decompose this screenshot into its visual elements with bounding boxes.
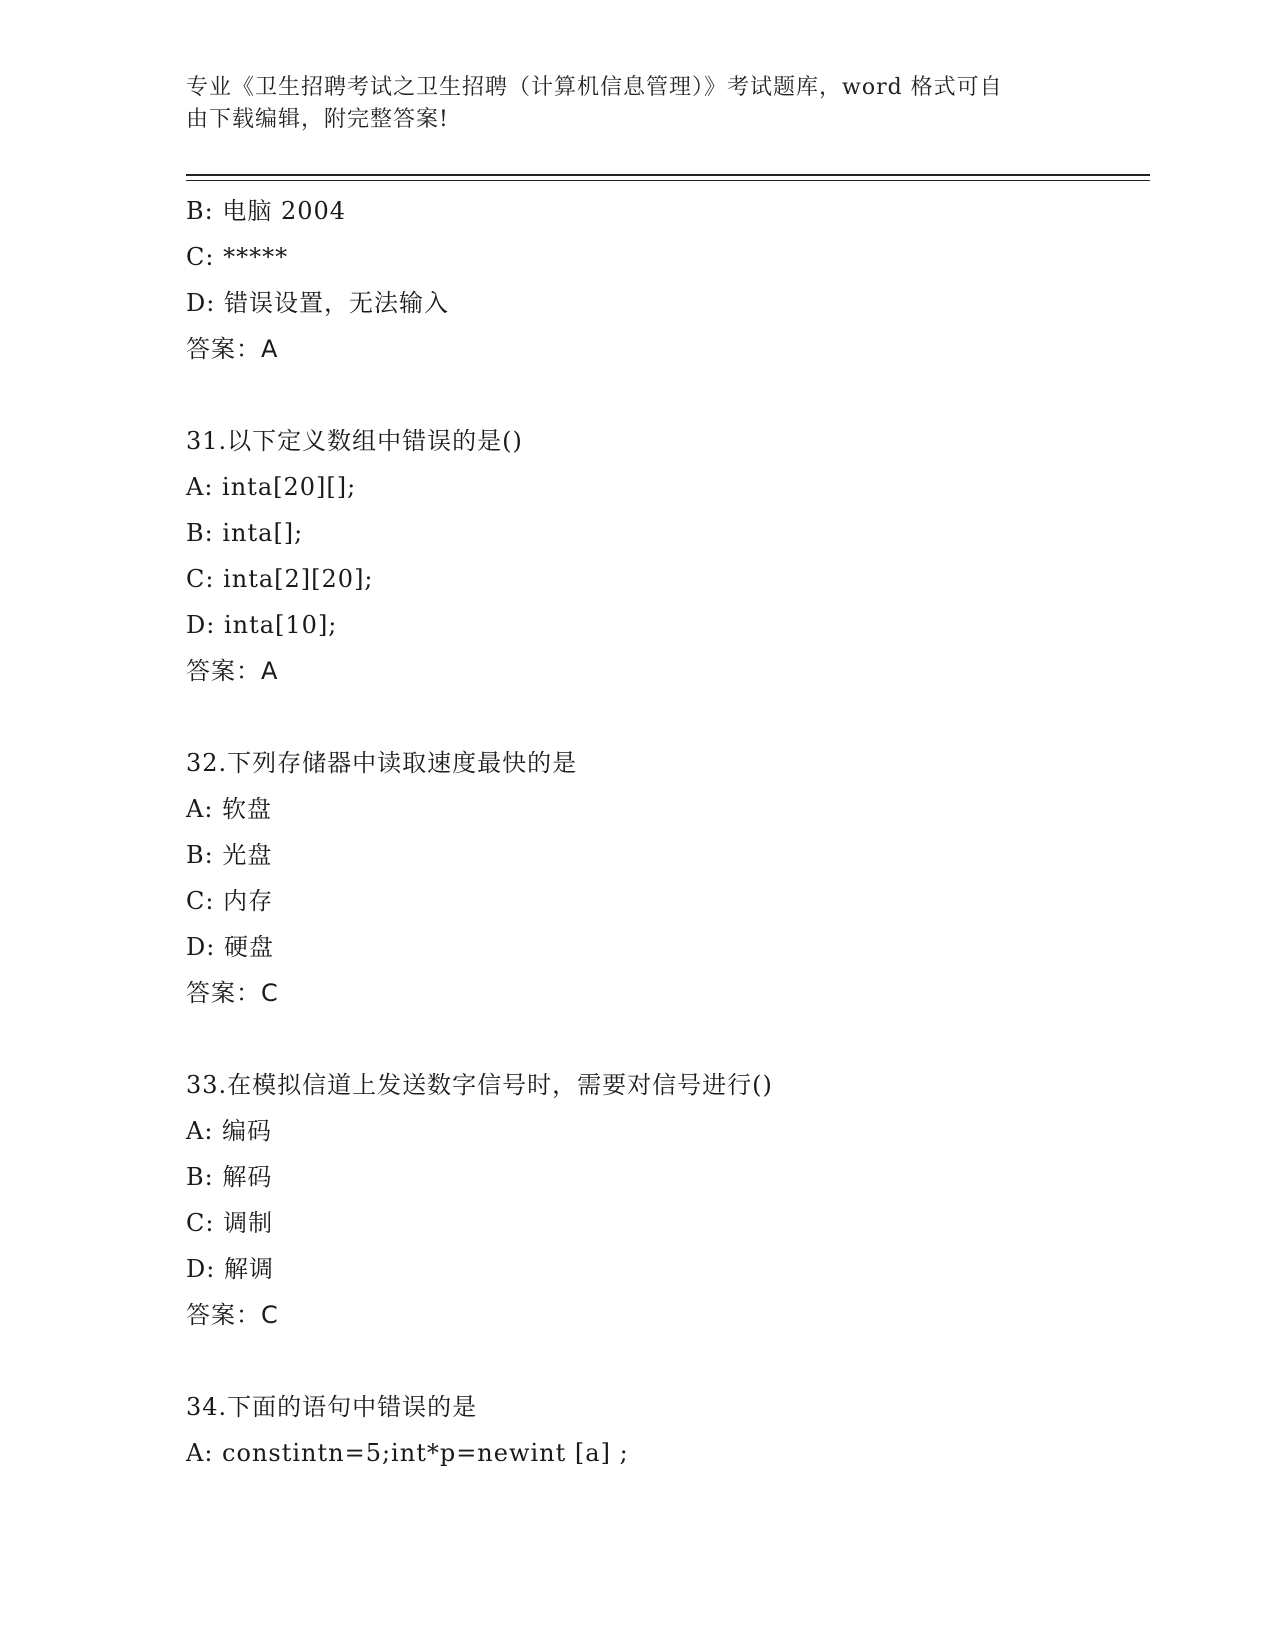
header-divider-thick — [186, 174, 1150, 176]
question-block-33 — [186, 1062, 1150, 1338]
option-d: D: 解调 — [186, 1255, 274, 1283]
option-c: C: inta[2][20]; — [186, 565, 374, 593]
option-b: B: 电脑 2004 — [186, 197, 347, 225]
header-line-2: 由下载编辑，附完整答案! — [186, 107, 449, 132]
option-a: A: 软盘 — [186, 795, 273, 823]
page-header — [186, 72, 1076, 136]
option-c: C: 调制 — [186, 1209, 274, 1237]
option-b: B: 光盘 — [186, 841, 273, 869]
question-stem: 34.下面的语句中错误的是 — [186, 1393, 478, 1421]
option-d: D: 硬盘 — [186, 933, 274, 961]
answer-line: 答案：A — [186, 335, 279, 363]
question-block-32 — [186, 740, 1150, 1016]
option-b: B: 解码 — [186, 1163, 273, 1191]
option-a: A: constintn=5;int*p=newint [a] ; — [186, 1439, 629, 1467]
question-block-31 — [186, 418, 1150, 694]
question-stem: 33.在模拟信道上发送数字信号时，需要对信号进行() — [186, 1071, 773, 1099]
option-d: D: 错误设置，无法输入 — [186, 289, 449, 317]
option-a: A: inta[20][]; — [186, 473, 357, 501]
option-d: D: inta[10]; — [186, 611, 338, 639]
answer-line: 答案：C — [186, 979, 279, 1007]
header-divider-thin — [186, 180, 1150, 181]
option-b: B: inta[]; — [186, 519, 304, 547]
question-list — [186, 188, 1150, 1476]
answer-line: 答案：A — [186, 657, 279, 685]
question-block-34 — [186, 1384, 1150, 1476]
answer-line: 答案：C — [186, 1301, 279, 1329]
question-block-prev — [186, 188, 1150, 372]
option-c: C: ***** — [186, 243, 289, 271]
question-stem: 31.以下定义数组中错误的是() — [186, 427, 523, 455]
option-c: C: 内存 — [186, 887, 274, 915]
header-line-1: 专业《卫生招聘考试之卫生招聘（计算机信息管理）》考试题库，word 格式可自 — [186, 75, 1003, 100]
question-stem: 32.下列存储器中读取速度最快的是 — [186, 749, 578, 777]
option-a: A: 编码 — [186, 1117, 273, 1145]
